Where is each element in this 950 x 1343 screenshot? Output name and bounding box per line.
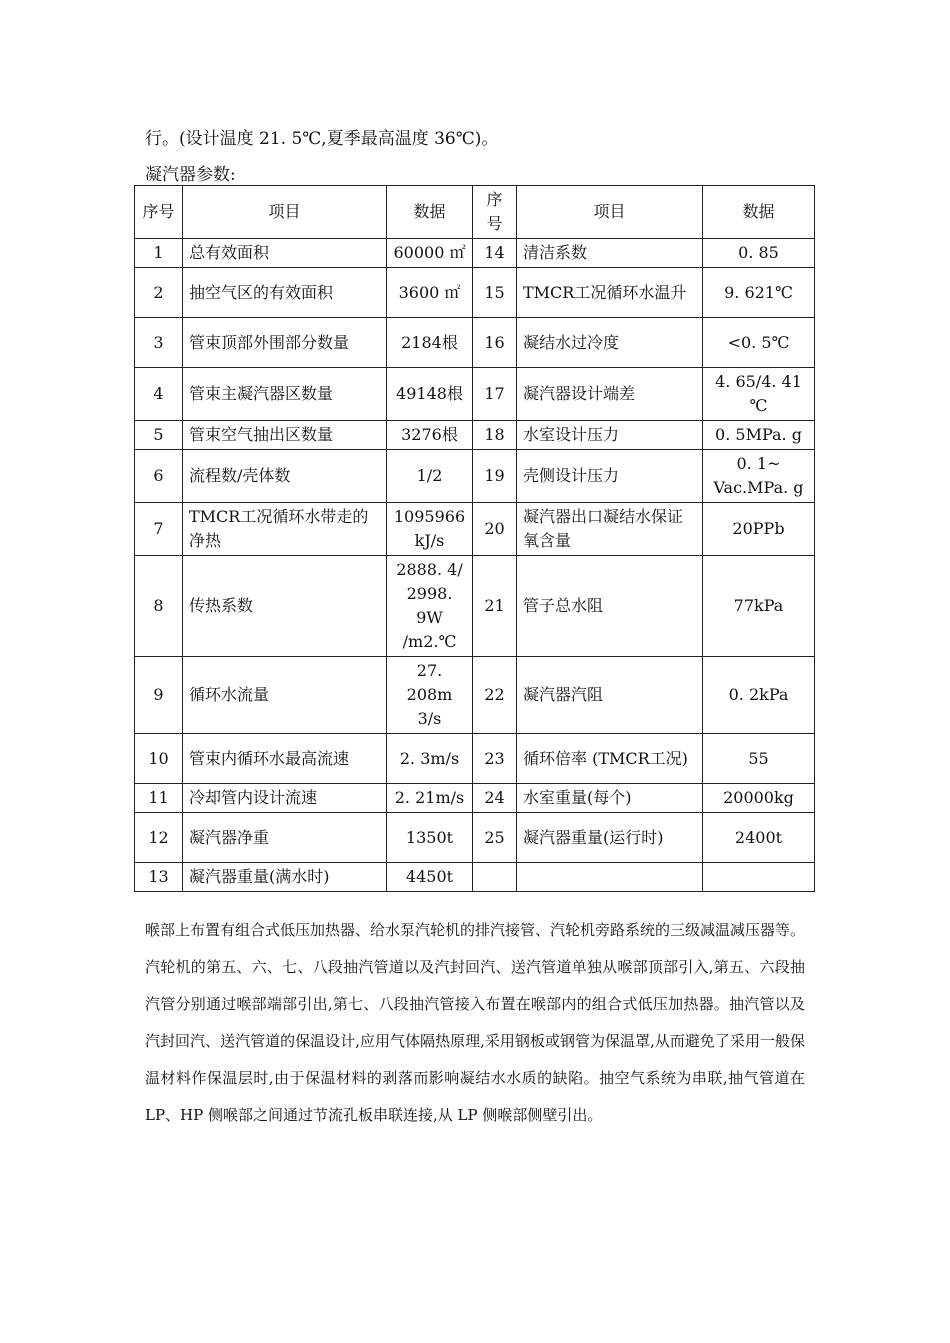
value-cell [703,863,815,892]
item-cell: 水室设计压力 [517,421,703,450]
seq-cell: 13 [135,863,183,892]
value-cell: 27. 208m 3/s [387,657,473,734]
value-cell: 2. 21m/s [387,784,473,813]
value-cell: 0. 5MPa. g [703,421,815,450]
value-cell: 1095966 kJ/s [387,503,473,556]
value-cell: 3600 ㎡ [387,268,473,318]
item-cell: 管束空气抽出区数量 [183,421,387,450]
seq-cell: 14 [473,239,517,268]
item-cell: 凝结水过冷度 [517,318,703,368]
value-cell: 0. 1~ Vac.MPa. g [703,450,815,503]
value-cell: 1/2 [387,450,473,503]
item-cell: 壳侧设计压力 [517,450,703,503]
seq-cell: 6 [135,450,183,503]
seq-cell: 7 [135,503,183,556]
header-item-2: 项目 [517,186,703,239]
seq-cell: 25 [473,813,517,863]
table-row [135,813,815,863]
value-cell: 4450t [387,863,473,892]
seq-cell: 17 [473,368,517,421]
body-paragraph: 喉部上布置有组合式低压加热器、给水泵汽轮机的排汽接管、汽轮机旁路系统的三级减温减压器等。汽轮机的第五、六、七、八段抽汽管道以及汽封回汽、送汽管道单独从喉部顶部引入,第五、六段抽汽管分别通过喉部端部引出,第七、八段抽汽管接入布置在喉部内的组合式低压加热器。抽汽管以及汽封回汽、送汽管道的保温设计,应用气体隔热原理,采用钢板或钢管为保温罩,从而避免了采用一般保温材料作保温层时,由于保温材料的剥落而影响凝结水水质的缺陷。抽空气系统为串联,抽气管道在 LP、HP 侧喉部之间通过节流孔板串联连接,从 LP 侧喉部侧壁引出。 [145,921,806,1124]
header-item: 项目 [183,186,387,239]
item-cell: 冷却管内设计流速 [183,784,387,813]
item-cell [517,863,703,892]
seq-cell: 16 [473,318,517,368]
table-row [135,239,815,268]
header-seq-2: 序号 [473,186,517,239]
item-cell: 凝汽器重量(满水时) [183,863,387,892]
value-cell: 0. 85 [703,239,815,268]
intro-line-1: 行。(设计温度 21. 5℃,夏季最高温度 36℃)。 [145,129,499,149]
item-cell: 管束顶部外围部分数量 [183,318,387,368]
seq-cell: 9 [135,657,183,734]
seq-cell: 23 [473,734,517,784]
table-row [135,657,815,734]
value-cell: 4. 65/4. 41 ℃ [703,368,815,421]
table-row [135,784,815,813]
table-row [135,503,815,556]
value-cell: 1350t [387,813,473,863]
item-cell: 抽空气区的有效面积 [183,268,387,318]
item-cell: 凝汽器出口凝结水保证氧含量 [517,503,703,556]
seq-cell: 24 [473,784,517,813]
item-cell: 管子总水阻 [517,556,703,657]
seq-cell: 22 [473,657,517,734]
value-cell: 77kPa [703,556,815,657]
table-row [135,421,815,450]
table-row [135,368,815,421]
seq-cell: 10 [135,734,183,784]
seq-cell: 20 [473,503,517,556]
table-row [135,318,815,368]
item-cell: 凝汽器设计端差 [517,368,703,421]
header-seq: 序号 [135,186,183,239]
table-row [135,863,815,892]
value-cell: <0. 5℃ [703,318,815,368]
seq-cell [473,863,517,892]
item-cell: 管束内循环水最高流速 [183,734,387,784]
seq-cell: 2 [135,268,183,318]
seq-cell: 5 [135,421,183,450]
seq-cell: 21 [473,556,517,657]
seq-cell: 3 [135,318,183,368]
value-cell: 2888. 4/ 2998. 9W /m2.℃ [387,556,473,657]
value-cell: 49148根 [387,368,473,421]
item-cell: 传热系数 [183,556,387,657]
seq-cell: 11 [135,784,183,813]
table-header-row [135,186,815,239]
header-data-2: 数据 [703,186,815,239]
condenser-parameters-table [134,185,815,892]
seq-cell: 15 [473,268,517,318]
table-row [135,450,815,503]
value-cell: 2. 3m/s [387,734,473,784]
value-cell: 60000 ㎡ [387,239,473,268]
seq-cell: 4 [135,368,183,421]
item-cell: 凝汽器重量(运行时) [517,813,703,863]
item-cell: TMCR工况循环水带走的净热 [183,503,387,556]
seq-cell: 18 [473,421,517,450]
seq-cell: 8 [135,556,183,657]
value-cell: 2400t [703,813,815,863]
value-cell: 20PPb [703,503,815,556]
value-cell: 3276根 [387,421,473,450]
seq-cell: 19 [473,450,517,503]
value-cell: 0. 2kPa [703,657,815,734]
value-cell: 20000kg [703,784,815,813]
table-caption: 凝汽器参数: [145,165,236,185]
value-cell: 9. 621℃ [703,268,815,318]
item-cell: 凝汽器汽阻 [517,657,703,734]
item-cell: 流程数/壳体数 [183,450,387,503]
item-cell: 循环水流量 [183,657,387,734]
value-cell: 55 [703,734,815,784]
table-row [135,734,815,784]
item-cell: 总有效面积 [183,239,387,268]
header-data: 数据 [387,186,473,239]
seq-cell: 1 [135,239,183,268]
value-cell: 2184根 [387,318,473,368]
table-row [135,556,815,657]
item-cell: TMCR工况循环水温升 [517,268,703,318]
item-cell: 管束主凝汽器区数量 [183,368,387,421]
item-cell: 水室重量(每个) [517,784,703,813]
table-row [135,268,815,318]
seq-cell: 12 [135,813,183,863]
item-cell: 清洁系数 [517,239,703,268]
item-cell: 循环倍率 (TMCR工况) [517,734,703,784]
item-cell: 凝汽器净重 [183,813,387,863]
